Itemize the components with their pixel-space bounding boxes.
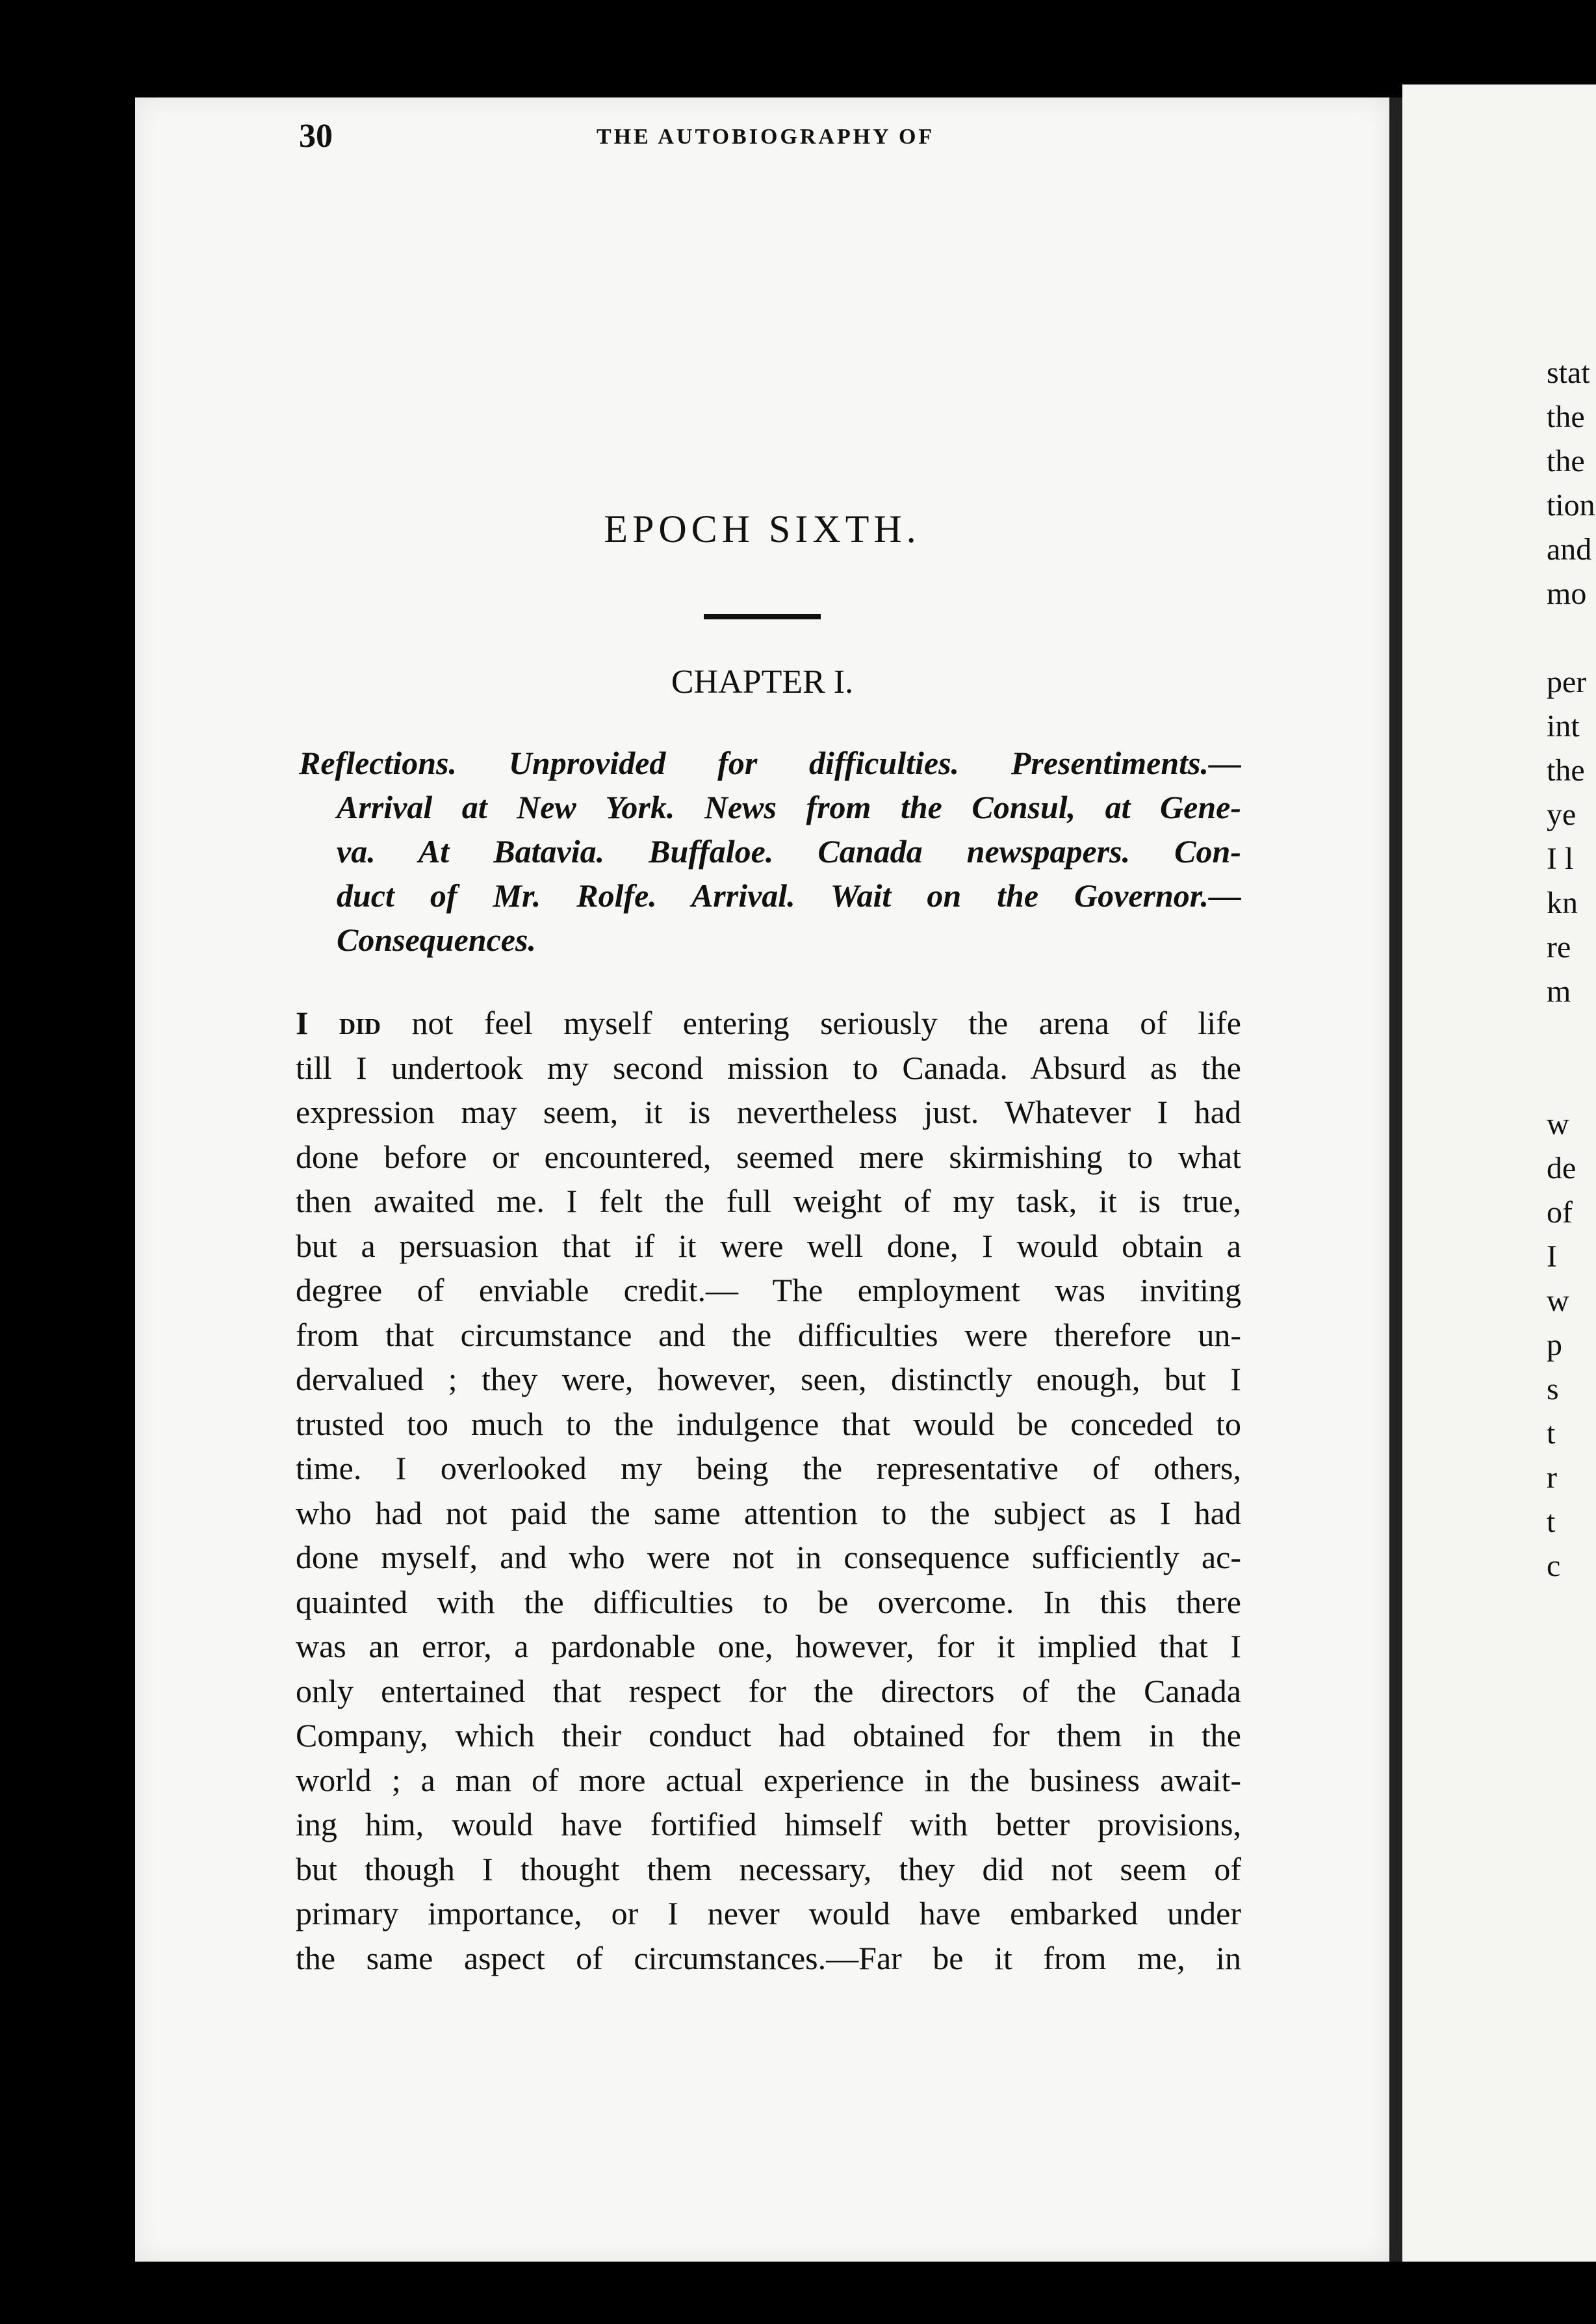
- facing-line-fragment: I l: [1547, 842, 1574, 876]
- facing-line-fragment: I: [1547, 1239, 1557, 1274]
- facing-page-text: [1547, 351, 1595, 1588]
- first-line-text: not feel myself entering seriously the arena of life: [381, 1005, 1241, 1041]
- body-line: done myself, and who were not in consequence sufficiently ac-: [296, 1539, 1241, 1575]
- synopsis-line: Consequences.: [337, 922, 536, 958]
- chapter-synopsis: [299, 741, 1241, 962]
- facing-line-fragment: ye: [1547, 797, 1577, 832]
- facing-line-fragment: m: [1547, 974, 1571, 1009]
- running-head: [299, 117, 1228, 156]
- facing-line-fragment: int: [1547, 709, 1580, 743]
- facing-line-fragment: re: [1547, 930, 1571, 964]
- facing-line-fragment: kn: [1547, 886, 1578, 920]
- facing-line-fragment: t: [1547, 1416, 1556, 1451]
- page-number: 30: [299, 118, 333, 155]
- body-line: trusted too much to the indulgence that would be conceded to: [296, 1405, 1241, 1442]
- running-head-title: THE AUTOBIOGRAPHY OF: [597, 125, 935, 149]
- facing-line-fragment: t: [1547, 1504, 1556, 1539]
- facing-line-fragment: [1547, 616, 1595, 660]
- facing-line-fragment: [1547, 1014, 1595, 1058]
- body-line: Company, which their conduct had obtained for them in the: [296, 1717, 1241, 1753]
- facing-line-fragment: the: [1547, 753, 1585, 788]
- facing-line-fragment: c: [1547, 1549, 1561, 1583]
- body-line: who had not paid the same attention to the subject as I had: [296, 1494, 1241, 1531]
- facing-line-fragment: the: [1547, 444, 1585, 478]
- body-line: dervalued ; they were, however, seen, distinctly enough, but I: [296, 1361, 1241, 1397]
- body-line: but though I thought them necessary, they did not seem of: [296, 1850, 1241, 1887]
- facing-line-fragment: r: [1547, 1460, 1557, 1495]
- body-line: time. I overlooked my being the representative of others,: [296, 1450, 1241, 1486]
- synopsis-line: duct of Mr. Rolfe. Arrival. Wait on the Governor.—: [337, 877, 1241, 914]
- body-line: quainted with the difficulties to be overcome. In this there: [296, 1583, 1241, 1620]
- body-line: till I undertook my second mission to Canada. Absurd as the: [296, 1049, 1241, 1086]
- body-line: world ; a man of more actual experience in the business await-: [296, 1761, 1241, 1798]
- title-rule: [704, 614, 821, 619]
- chapter-title: CHAPTER I.: [671, 664, 854, 701]
- body-line: degree of enviable credit.— The employment was inviting: [296, 1272, 1241, 1308]
- body-line: ing him, would have fortified himself with better provisions,: [296, 1806, 1241, 1842]
- book-gutter: [1389, 97, 1402, 2262]
- body-line: primary importance, or I never would have embarked under: [296, 1895, 1241, 1931]
- body-line: was an error, a pardonable one, however, for it implied that I: [296, 1628, 1241, 1664]
- body-line: done before or encountered, seemed mere skirmishing to what: [296, 1138, 1241, 1175]
- synopsis-line: Arrival at New York. News from the Consul, at Gene-: [337, 789, 1241, 825]
- body-line: then awaited me. I felt the full weight of my task, it is true,: [296, 1183, 1241, 1219]
- facing-line-fragment: stat: [1547, 355, 1590, 390]
- body-line: [296, 1001, 1241, 1046]
- facing-line-fragment: the: [1547, 400, 1585, 434]
- facing-line-fragment: per: [1547, 665, 1587, 699]
- synopsis-line: Reflections. Unprovided for difficulties. Presentiments.—: [299, 745, 1241, 781]
- facing-line-fragment: mo: [1547, 576, 1587, 611]
- body-line: expression may seem, it is nevertheless just. Whatever I had: [296, 1094, 1241, 1130]
- facing-line-fragment: p: [1547, 1328, 1562, 1362]
- facing-line-fragment: and: [1547, 532, 1592, 567]
- facing-line-fragment: w: [1547, 1284, 1569, 1318]
- body-text: [296, 1001, 1241, 1980]
- epoch-title: EPOCH SIXTH.: [604, 508, 921, 550]
- facing-line-fragment: s: [1547, 1372, 1559, 1406]
- body-line: from that circumstance and the difficulties were therefore un-: [296, 1316, 1241, 1353]
- lead-word: I did: [296, 1005, 381, 1041]
- body-line: only entertained that respect for the directors of the Canada: [296, 1672, 1241, 1709]
- facing-line-fragment: tion: [1547, 488, 1595, 523]
- body-line: but a persuasion that if it were well done, I would obtain a: [296, 1227, 1241, 1264]
- facing-line-fragment: de: [1547, 1151, 1577, 1185]
- facing-line-fragment: [1547, 1058, 1595, 1102]
- body-line: the same aspect of circumstances.—Far be it from me, in: [296, 1939, 1241, 1976]
- facing-line-fragment: w: [1547, 1107, 1569, 1141]
- facing-line-fragment: of: [1547, 1195, 1573, 1230]
- synopsis-line: va. At Batavia. Buffaloe. Canada newspapers. Con-: [337, 833, 1241, 870]
